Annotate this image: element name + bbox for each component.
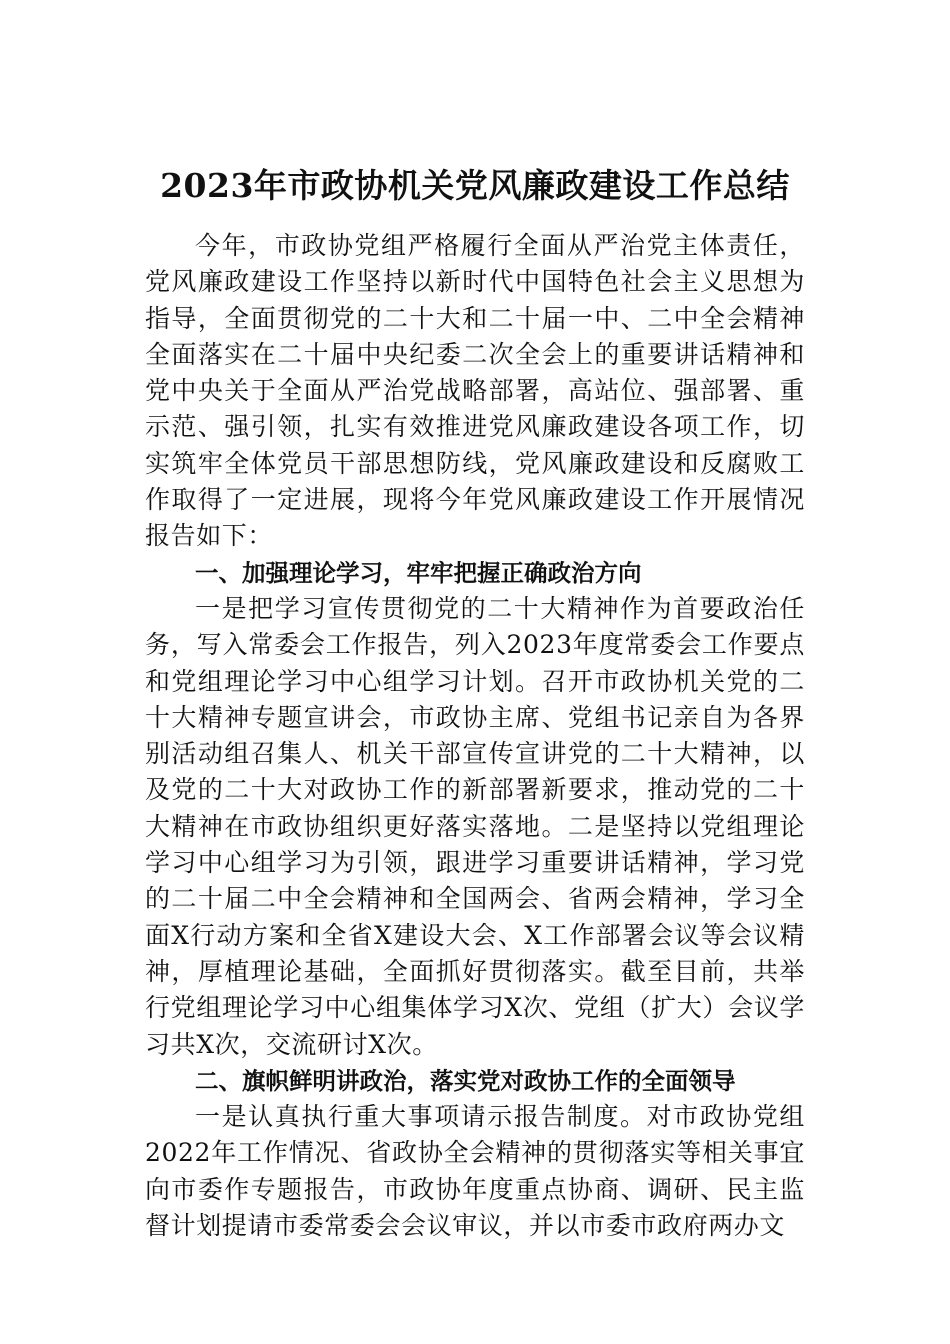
section-2-heading: 二、旗帜鲜明讲政治，落实党对政协工作的全面领导	[195, 1066, 736, 1095]
section-2-paragraph: 一是认真执行重大事项请示报告制度。对市政协党组2022年工作情况、省政协全会精神的贯彻落实等相关事宜向市委作专题报告，市政协年度重点协商、调研、民主监督计划提请市委常委会会议审议，并以市委市政府两办文	[145, 1102, 805, 1241]
document-body	[145, 228, 805, 1244]
intro-paragraph: 今年，市政协党组严格履行全面从严治党主体责任，党风廉政建设工作坚持以新时代中国特色社会主义思想为指导，全面贯彻党的二十大和二十届一中、二中全会精神全面落实在二十届中央纪委二次全会上的重要讲话精神和党中央关于全面从严治党战略部署，高站位、强部署、重示范、强引领，扎实有效推进党风廉政建设各项工作，切实筑牢全体党员干部思想防线，党风廉政建设和反腐败工作取得了一定进展，现将今年党风廉政建设工作开展情况报告如下：	[145, 231, 805, 551]
section-1-heading: 一、加强理论学习，牢牢把握正确政治方向	[195, 558, 642, 587]
document-title: 2023年市政协机关党风廉政建设工作总结	[160, 166, 790, 205]
section-1-paragraph: 一是把学习宣传贯彻党的二十大精神作为首要政治任务，写入常委会工作报告，列入2023年度常委会工作要点和党组理论学习中心组学习计划。召开市政协机关党的二十大精神专题宣讲会，市政协主席、党组书记亲自为各界别活动组召集人、机关干部宣传宣讲党的二十大精神，以及党的二十大对政协工作的新部署新要求，推动党的二十大精神在市政协组织更好落实落地。二是坚持以党组理论学习中心组学习为引领，跟进学习重要讲话精神，学习党的二十届二中全会精神和全国两会、省两会精神，学习全面X行动方案和全省X建设大会、X工作部署会议等会议精神，厚植理论基础，全面抓好贯彻落实。截至目前，共举行党组理论学习中心组集体学习X次、党组（扩大）会议学习共X次，交流研讨X次。	[145, 593, 805, 1059]
